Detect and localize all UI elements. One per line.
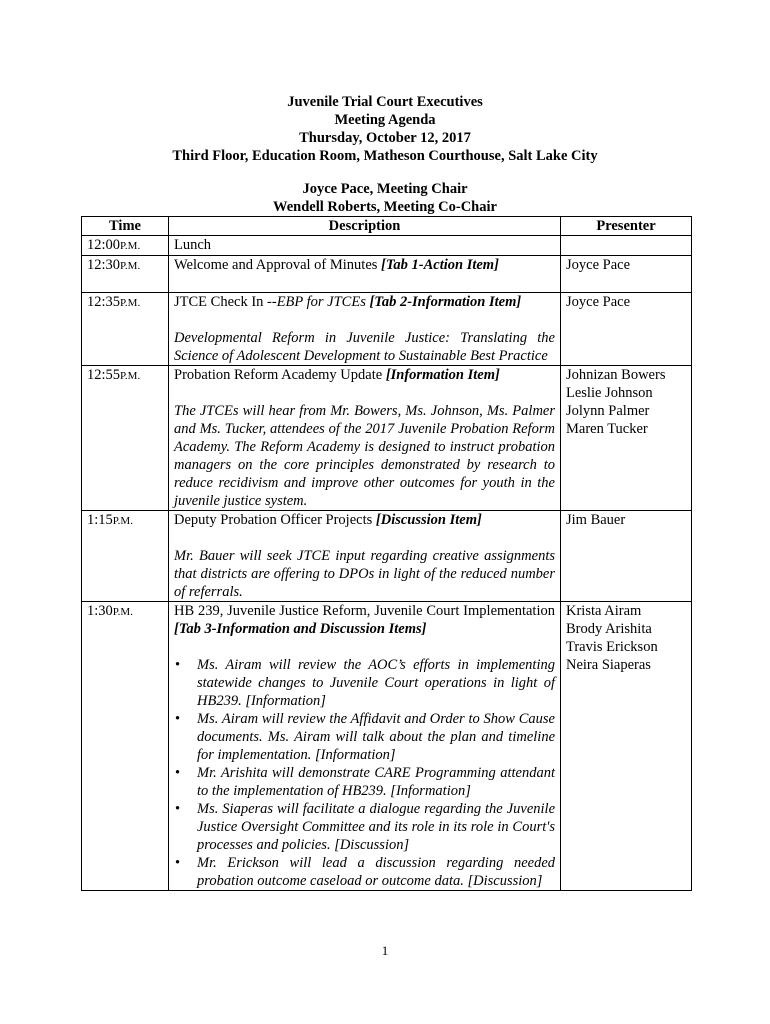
meeting-location: Third Floor, Education Room, Matheson Courthouse, Salt Lake City [172,148,598,164]
item-detail: The JTCEs will hear from Mr. Bowers, Ms. Johnson, Ms. Palmer and Ms. Tucker, attendees of the 2017 Juvenile Probation Reform Academy. The Reform Academy is designed to instruct probation managers on the core principles demonstrated by research to reduce recidivism and improve other outcomes for youth in the juvenile justice system. [174,403,555,509]
meeting-date: Thursday, October 12, 2017 [299,130,471,146]
table-header-row [82,217,692,236]
header-time: Time [82,217,169,236]
presenter-cell [561,236,692,256]
presenter-name: Neira Siaperas [566,657,651,673]
page-number: 1 [381,943,389,958]
description-cell [169,256,561,293]
meeting-chairs [0,180,770,216]
presenter-cell [561,256,692,293]
table-row [82,511,692,602]
presenter-cell [561,511,692,602]
time-cell: 12:00P.M. [82,236,169,256]
item-title: Welcome and Approval of Minutes [174,257,382,273]
list-item: • Ms. Airam will review the AOC’s efforts in implementing statewide changes to Juvenile Court operations in light of HB239. [Information] [197,656,555,710]
presenter-name: Leslie Johnson [566,385,653,401]
item-bullet-list [174,656,555,890]
item-title: Lunch [174,237,212,253]
description-cell: JTCE Check In --EBP for JTCEs [Tab 2-Information Item] Developmental Reform in Juvenile Justice: Translating the Science of Adolescent Development to Sustainable Best Practice [169,293,561,366]
item-tag: [Tab 1-Action Item] [381,257,499,273]
doc-title: Meeting Agenda [334,112,436,128]
item-detail: Mr. Bauer will seek JTCE input regarding creative assignments that districts are offering to DPOs in light of the reduced number of referrals. [174,548,555,600]
list-item: • Mr. Arishita will demonstrate CARE Programming attendant to the implementation of HB239. [Information] [197,764,555,800]
time-cell: 12:55P.M. [82,366,169,511]
presenter-name: Krista Airam [566,603,642,619]
time-cell: 1:30P.M. [82,602,169,891]
item-title: HB 239, Juvenile Justice Reform, Juvenile Court Implementation [174,603,555,619]
item-title: Probation Reform Academy Update [174,367,386,383]
presenter-name: Johnizan Bowers [566,367,666,383]
item-tag: [Tab 3-Information and Discussion Items] [174,621,427,637]
table-row [82,366,692,511]
header-description: Description [169,217,561,236]
meeting-chair: Joyce Pace, Meeting Chair [302,181,468,197]
table-row [82,256,692,293]
time-cell: 1:15P.M. [82,511,169,602]
time-cell: 12:30P.M. [82,256,169,293]
list-item: • Mr. Erickson will lead a discussion regarding needed probation outcome caseload or outcome data. [Discussion] [197,854,555,890]
presenter-name: Maren Tucker [566,421,648,437]
table-row [82,293,692,366]
presenter-name: Jolynn Palmer [566,403,650,419]
presenter-name: Travis Erickson [566,639,658,655]
description-cell [169,236,561,256]
description-cell [169,366,561,511]
table-row [82,602,692,891]
presenter-name: Jim Bauer [566,512,626,528]
item-tag: [Discussion Item] [375,512,482,528]
presenter-cell [561,602,692,891]
table-row [82,236,692,256]
agenda-table [81,216,692,891]
header-presenter: Presenter [561,217,692,236]
time-cell: 12:35P.M. [82,293,169,366]
list-item: • Ms. Airam will review the Affidavit and Order to Show Cause documents. Ms. Airam will talk about the plan and timeline for implementation. [Information] [197,710,555,764]
presenter-name: Joyce Pace [566,294,631,310]
presenter-cell [561,366,692,511]
presenter-name: Brody Arishita [566,621,652,637]
presenter-name: Joyce Pace [566,257,631,273]
item-title: JTCE Check In -- [174,294,277,310]
org-title: Juvenile Trial Court Executives [287,94,483,110]
meeting-cochair: Wendell Roberts, Meeting Co-Chair [273,199,497,215]
item-detail: Developmental Reform in Juvenile Justice: Translating the Science of Adolescent Development to Sustainable Best Practice [174,330,555,364]
description-cell [169,602,561,891]
item-title: Deputy Probation Officer Projects [174,512,376,528]
list-item: • Ms. Siaperas will facilitate a dialogue regarding the Juvenile Justice Oversight Committee and its role in its role in Court's processes and policies. [Discussion] [197,800,555,854]
agenda-header [0,93,770,165]
item-tag: [Tab 2-Information Item] [369,294,522,310]
presenter-cell [561,293,692,366]
item-tag: [Information Item] [385,367,500,383]
description-cell [169,511,561,602]
